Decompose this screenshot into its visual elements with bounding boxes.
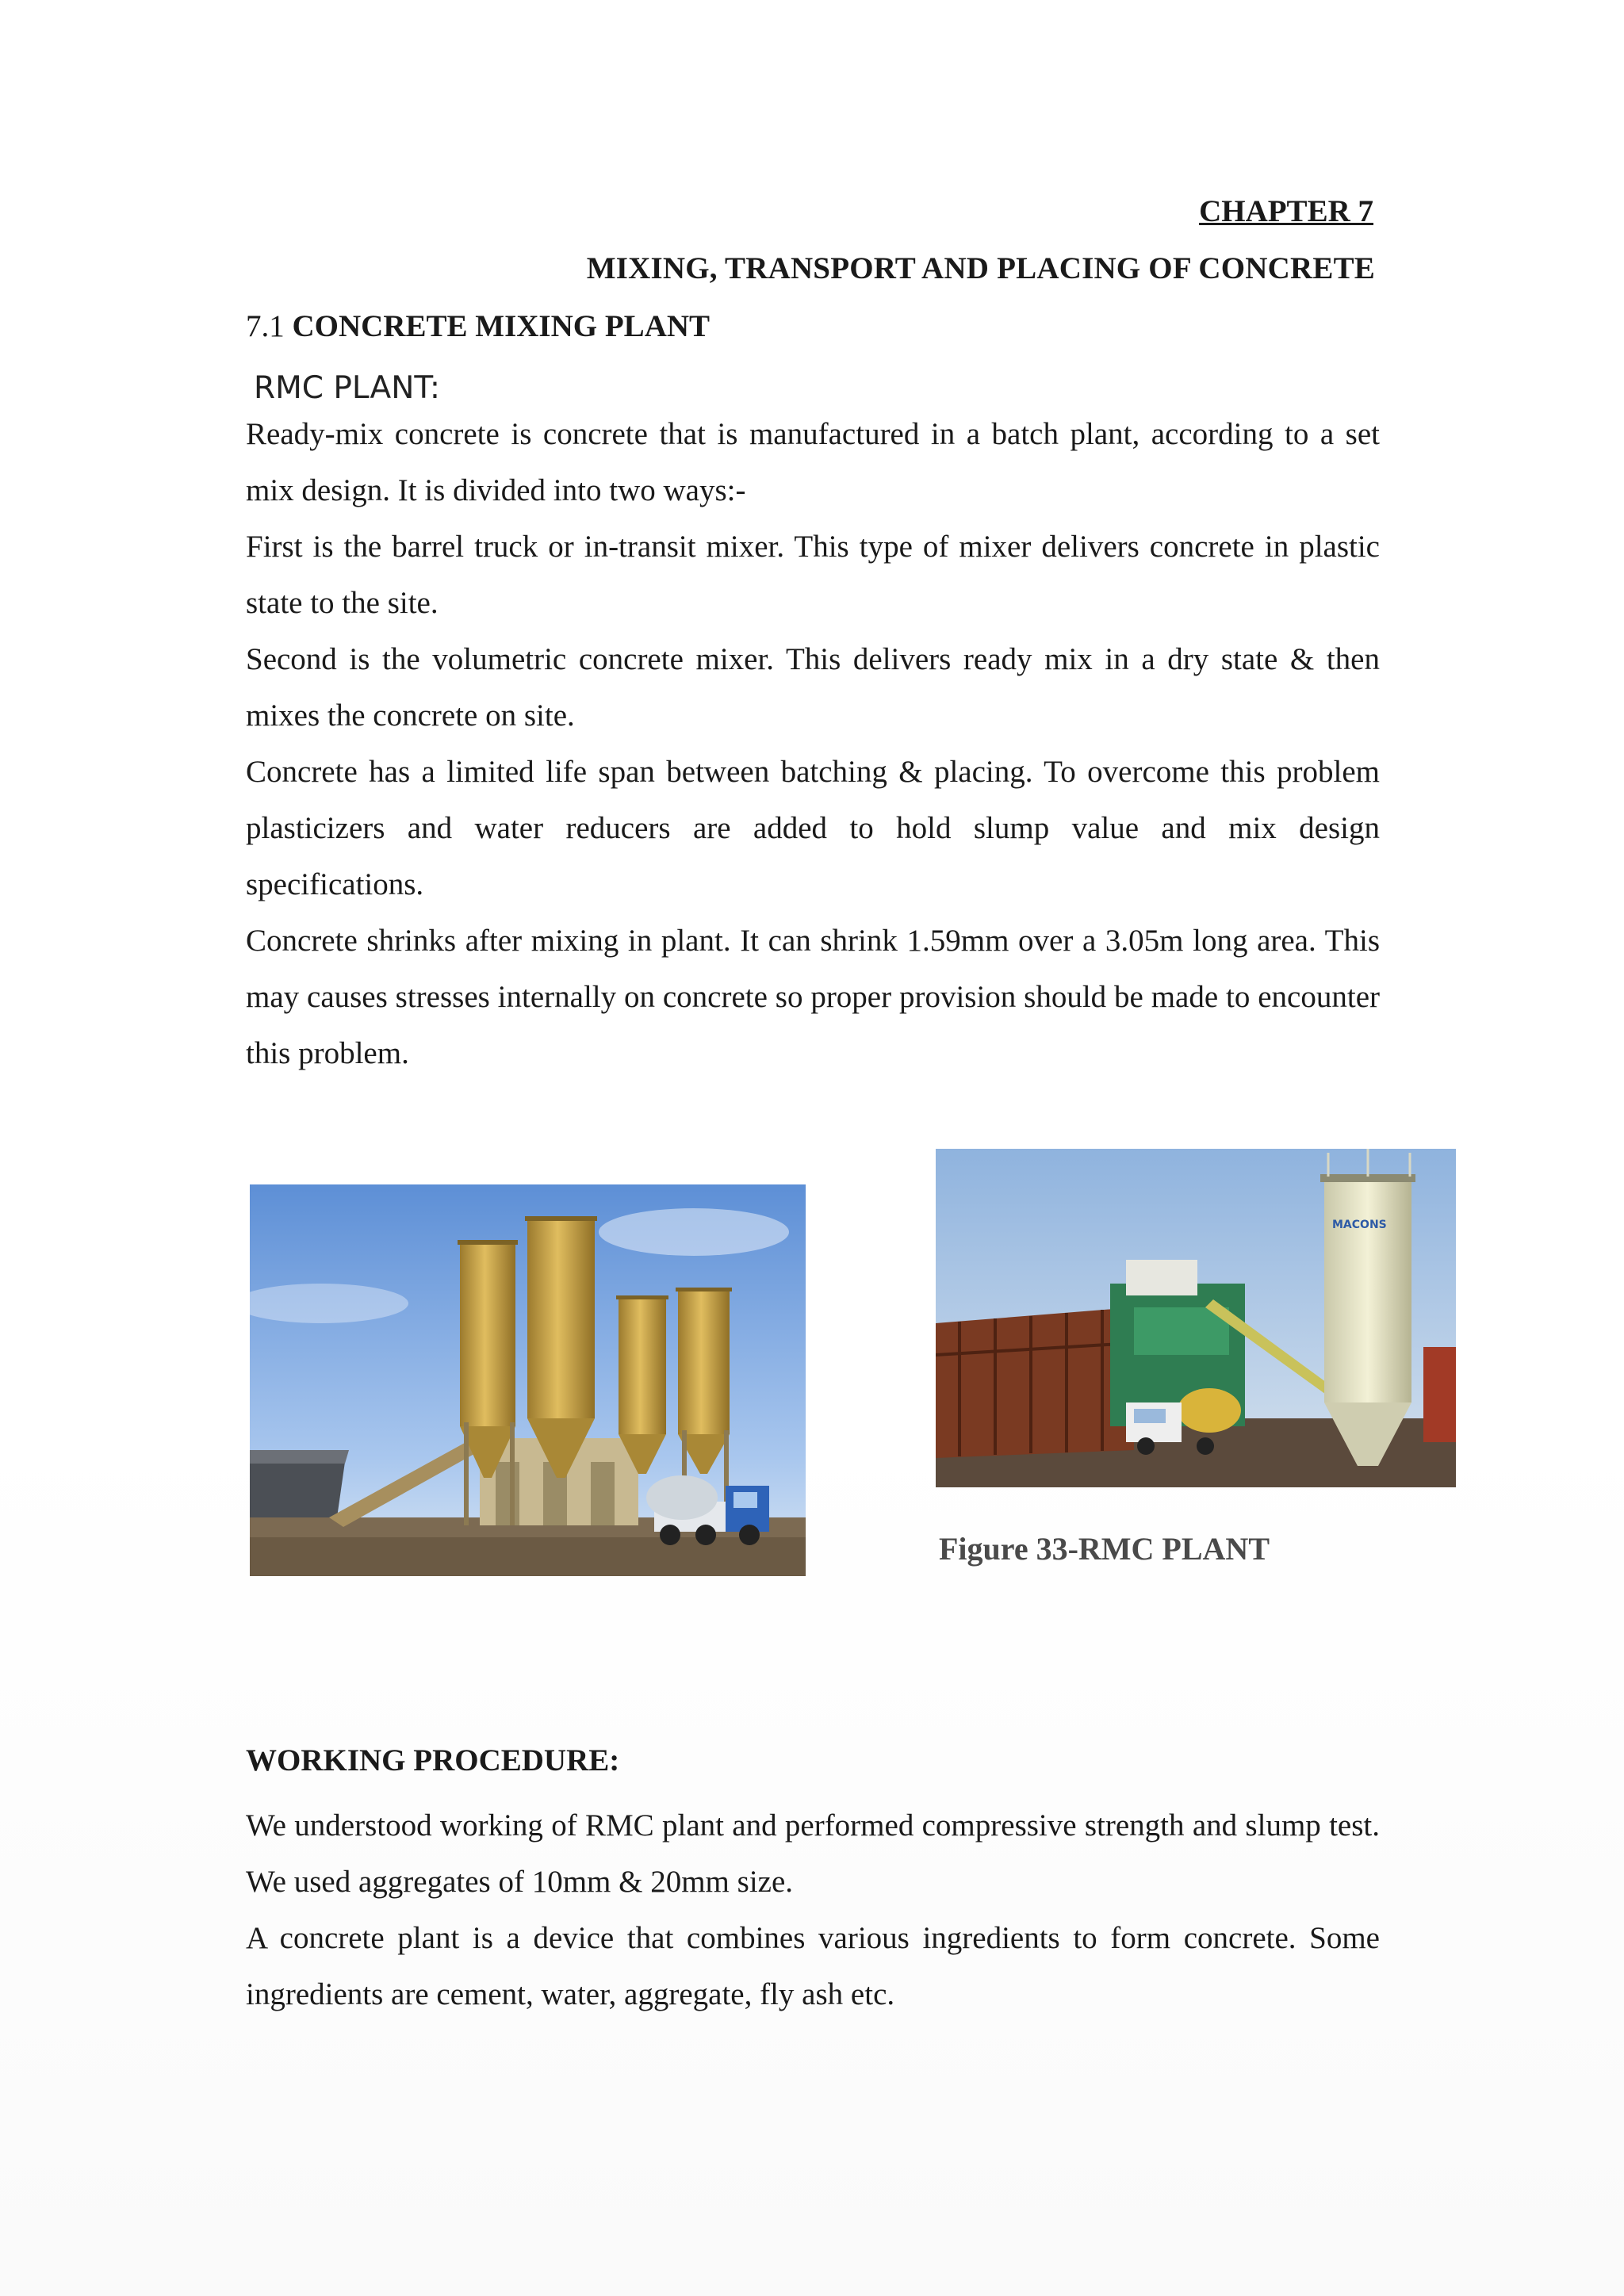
rmc-plant-body bbox=[246, 406, 1380, 1081]
paragraph: First is the barrel truck or in-transit mixer. This type of mixer delivers concrete in plastic state to the site. bbox=[246, 530, 1380, 620]
chapter-heading: CHAPTER 7 bbox=[1199, 194, 1373, 228]
working-procedure-heading: WORKING PROCEDURE: bbox=[246, 1743, 620, 1777]
silo-brand-text: MACONS bbox=[1332, 1219, 1387, 1231]
working-procedure-body bbox=[246, 1797, 1380, 2022]
paragraph: Second is the volumetric concrete mixer. This delivers ready mix in a dry state & then mixes the concrete on site. bbox=[246, 642, 1380, 733]
chapter-title: MIXING, TRANSPORT AND PLACING OF CONCRETE bbox=[586, 251, 1375, 285]
paragraph: We understood working of RMC plant and performed compressive strength and slump test. We used aggregates of 10mm & 20mm size. bbox=[246, 1808, 1380, 1899]
section-heading bbox=[246, 308, 710, 344]
figure-caption: Figure 33-RMC PLANT bbox=[939, 1531, 1270, 1567]
section-number: 7.1 bbox=[246, 309, 285, 343]
paragraph: Concrete has a limited life span between batching & placing. To overcome this problem plasticizers and water reducers are added to hold slump value and mix design specifications. bbox=[246, 755, 1380, 901]
paragraph: A concrete plant is a device that combines various ingredients to form concrete. Some ingredients are cement, water, aggregate, fly ash etc. bbox=[246, 1921, 1380, 2011]
rmc-plant-photo-right bbox=[936, 1149, 1456, 1487]
section-title: CONCRETE MIXING PLANT bbox=[292, 309, 710, 343]
rmc-plant-subheading: RMC PLANT: bbox=[254, 370, 441, 406]
rmc-plant-photo-left bbox=[250, 1184, 806, 1576]
paragraph: Concrete shrinks after mixing in plant. It can shrink 1.59mm over a 3.05m long area. This may causes stresses internally on concrete so proper provision should be made to encounter this problem. bbox=[246, 924, 1380, 1070]
paragraph: Ready-mix concrete is concrete that is manufactured in a batch plant, according to a set mix design. It is divided into two ways:- bbox=[246, 417, 1380, 507]
